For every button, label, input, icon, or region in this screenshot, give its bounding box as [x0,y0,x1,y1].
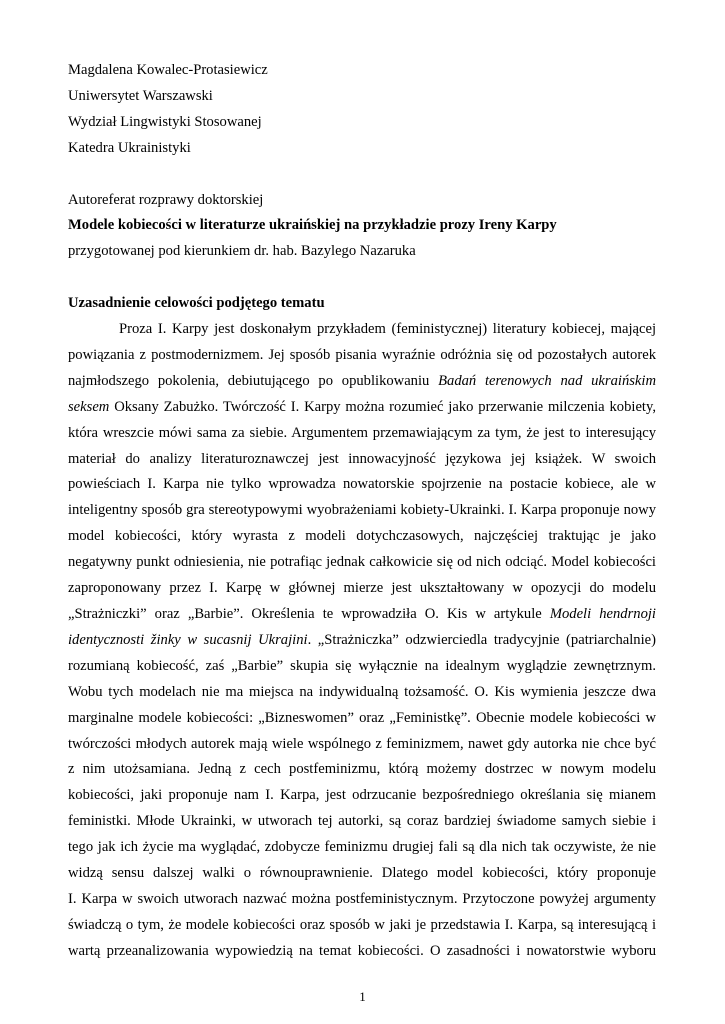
paragraph-line: wartą przeanalizowania wypowiedzią na temat kobiecości. O zasadności i nowatorstwie wyboru [68,942,656,959]
paragraph-line: feministki. Młode Ukrainki, w utworach tej autorki, są coraz bardziej świadome samych siebie i [68,813,656,830]
document-type: Autoreferat rozprawy doktorskiej [68,191,264,208]
paragraph-line: najmłodszego pokolenia, debiutującego po opublikowaniu Badań terenowych nad ukraińskim [68,372,656,389]
cited-title: seksem [68,398,110,415]
paragraph-line: materiał do analizy literaturoznawczej jest innowacyjność językowa jej książek. W swoich [68,450,656,467]
paragraph-line: kobiecości, jaki proponuje nam I. Karpa, jest odrzucanie bezpośredniego określania się mianem [68,787,656,804]
paragraph-line: marginalne modele kobiecości: „Bizneswomen” oraz „Feministkę”. Obecnie modele kobiecości w [68,709,656,726]
paragraph-line: twórczości młodych autorek mają wiele wspólnego z feminizmem, nawet gdy autorka nie chce być [68,735,656,752]
paragraph-line: świadczą o tym, że modele kobiecości oraz sposób w jaki je przedstawia I. Karpa, są interesującą i [68,916,656,933]
document-page [68,58,656,965]
thesis-title: Modele kobiecości w literaturze ukraińskiej na przykładzie prozy Ireny Karpy [68,217,557,234]
cited-title: Modeli hendrnoji [549,606,656,622]
thesis-supervisor: przygotowanej pod kierunkiem dr. hab. Bazylego Nazaruka [68,243,416,260]
paragraph-line: identycznosti žinky w sucasnij Ukrajini. „Strażniczka” odzwierciedla tradycyjnie (patriarchalnie) [68,631,656,648]
section-heading: Uzasadnienie celowości podjętego tematu [68,295,325,312]
cited-title: identycznosti žinky w sucasnij Ukrajini [68,631,308,648]
faculty-name: Wydział Lingwistyki Stosowanej [68,113,262,130]
paragraph-line: Wobu tych modelach nie ma miejsca na indywidualną tożsamość. O. Kis wymienia jeszcze dwa [68,683,656,700]
cited-title: Badań terenowych nad ukraińskim [438,372,656,389]
paragraph-line: zaproponowany przez I. Karpę w głównej mierze jest ukształtowany w opozycji do modelu [68,580,656,597]
paragraph-line: tego jak ich życie ma wyglądać, zdobycze feminizmu drugiej fali są dla nich tak oczywiste, że nie [68,839,656,856]
author-name: Magdalena Kowalec-Protasiewicz [68,62,268,78]
paragraph-line: seksem Oksany Zabużko. Twórczość I. Karpy można rozumieć jako przerwanie milczenia kobiety, [68,398,656,415]
paragraph-line: „Strażniczki” oraz „Barbie”. Określenia te wprowadziła O. Kis w artykule Modeli hendrnoji [68,606,656,622]
paragraph-line: z nim utożsamiana. Jedną z cech postfeminizmu, którą możemy dostrzec w nowym modelu [68,761,656,778]
university-name: Uniwersytet Warszawski [68,87,213,104]
section-body [68,317,656,965]
page-number: 1 [359,989,366,1004]
paragraph-line: która wreszcie mówi sama za siebie. Argumentem przemawiającym za tym, że jest to interesujący [68,424,656,441]
paragraph-line: model kobiecości, który wyrasta z modeli dotychczasowych, najczęściej traktując je jako [68,528,656,545]
paragraph-line: inteligentny sposób gra stereotypowymi wyobrażeniami kobiety-Ukrainki. I. Karpa proponuje nowy [68,502,656,519]
paragraph-line: rozumianą kobiecość, zaś „Barbie” skupia się wyłącznie na idealnym wyglądzie zewnętrznym. [68,657,656,674]
paragraph-line: powiązania z postmodernizmem. Jej sposób pisania wyraźnie odróżnia się od pozostałych autorek [68,346,656,363]
paragraph-line: Proza I. Karpy jest doskonałym przykładem (feministycznej) literatury kobiecej, mającej [119,321,656,338]
paragraph-line: widzą sensu dalszej walki o równouprawnienie. Dlatego model kobiecości, który proponuje [68,865,656,882]
paragraph-line: I. Karpa w swoich utworach nazwać można postfeministycznym. Przytoczone powyżej argumenty [68,890,656,907]
department-name: Katedra Ukrainistyki [68,139,191,156]
paragraph-line: powieściach I. Karpa nie tylko wprowadza nowatorskie spojrzenie na postacie kobiece, ale w [68,476,656,493]
paragraph-line: negatywny punkt odniesienia, nie potrafiąc jednak całkowicie się od nich odciąć. Model kobiecości [68,554,656,571]
